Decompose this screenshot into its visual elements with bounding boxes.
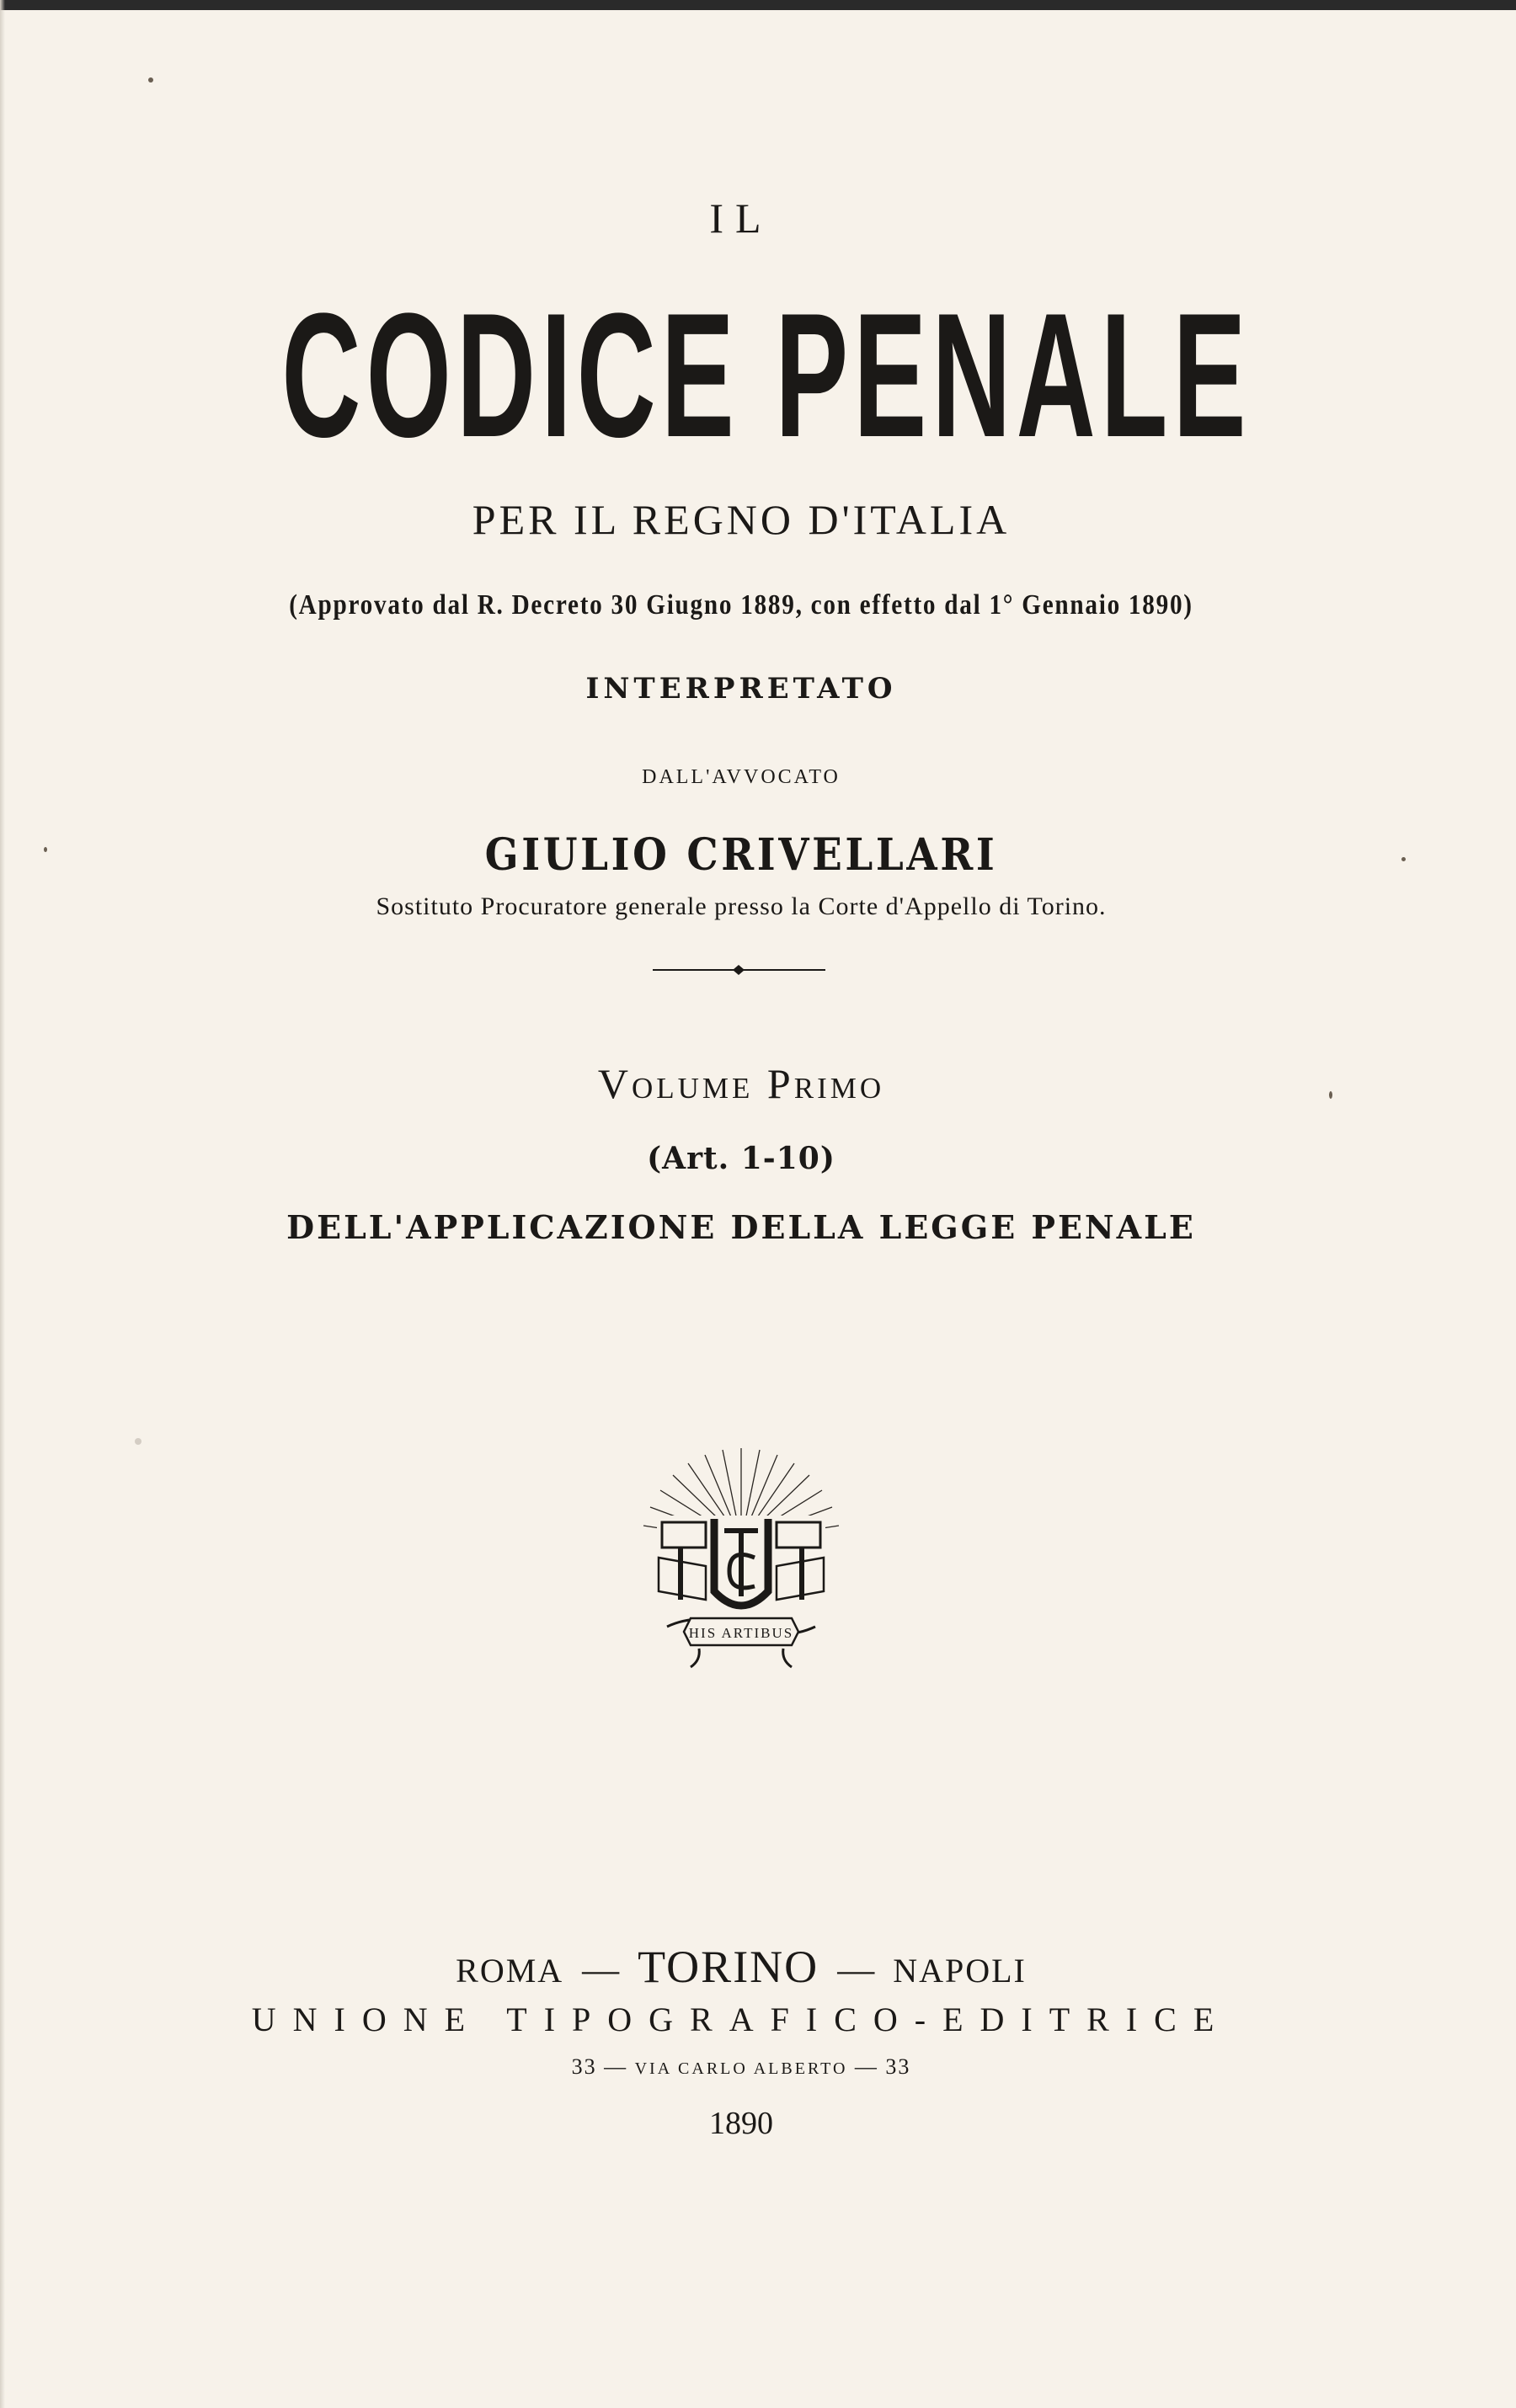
publisher-emblem-icon (606, 1431, 876, 1701)
paper-speck (135, 1438, 141, 1445)
approval-note: (Approvato dal R. Decreto 30 Giugno 1889, con effetto dal 1° Gennaio 1890) (289, 589, 1193, 621)
city-separator: — (837, 1949, 875, 1990)
publisher-address (0, 2054, 1482, 2080)
volume-label: Volume Primo (597, 1060, 885, 1107)
address-street: VIA CARLO ALBERTO (634, 2059, 848, 2078)
address-number: 33 (571, 2054, 597, 2079)
articles-range: (Art. 1-10) (647, 1141, 835, 1176)
imprint-cities (0, 1941, 1482, 1993)
interpreted-label: INTERPRETATO (585, 672, 897, 706)
city-napoli: NAPOLI (893, 1952, 1027, 1990)
main-title: CODICE PENALE (281, 276, 1252, 474)
city-torino: TORINO (638, 1942, 819, 1992)
city-separator: — (582, 1949, 620, 1990)
subtitle: PER IL REGNO D'ITALIA (472, 496, 1011, 543)
address-number: 33 (885, 2054, 911, 2079)
author-name: GIULIO CRIVELLARI (484, 829, 998, 881)
city-roma: ROMA (456, 1952, 564, 1990)
publisher-name: UNIONE TIPOGRAFICO-EDITRICE (251, 2000, 1231, 2038)
publication-year: 1890 (709, 2106, 773, 2141)
paper-speck (44, 847, 47, 852)
section-title: DELL'APPLICAZIONE DELLA LEGGE PENALE (286, 1208, 1196, 1246)
emblem-motto: HIS ARTIBUS (688, 1625, 794, 1641)
paper-speck (1329, 1091, 1332, 1099)
title-article: IL (709, 194, 773, 242)
by-lawyer-label: DALL'AVVOCATO (642, 766, 841, 788)
author-title: Sostituto Procuratore generale presso la Corte d'Appello di Torino. (376, 892, 1107, 920)
paper-speck (1401, 857, 1406, 861)
ornamental-divider (653, 962, 825, 978)
address-separator: — (604, 2054, 628, 2079)
paper-speck (148, 77, 153, 83)
address-separator: — (854, 2054, 878, 2079)
